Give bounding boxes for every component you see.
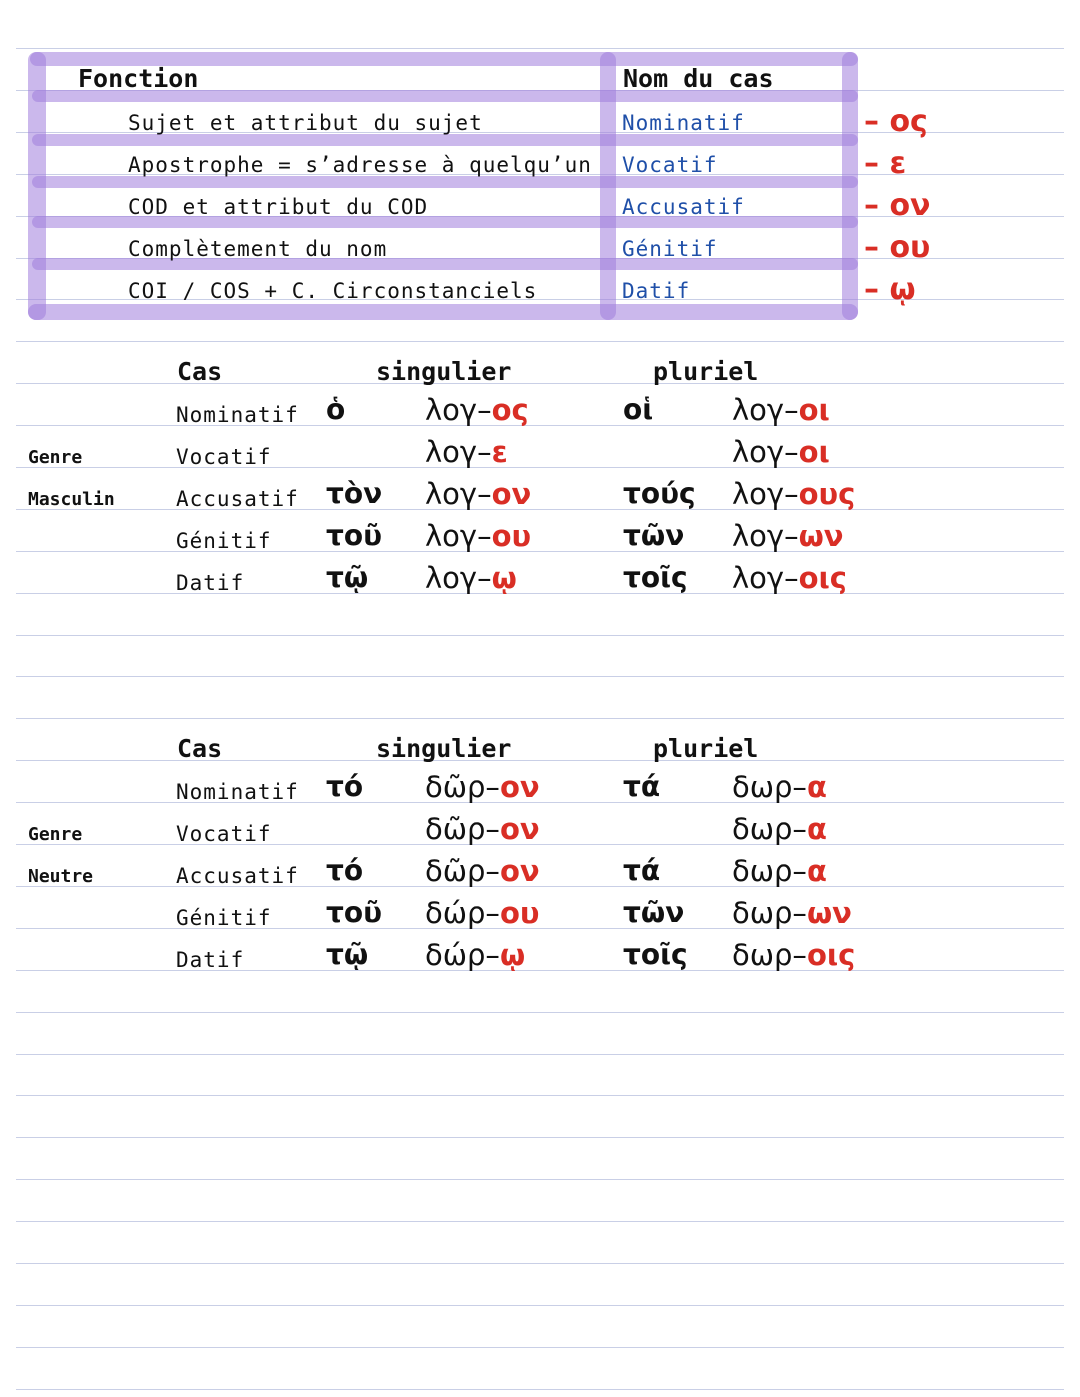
stem: δῶρ–: [425, 770, 500, 804]
ending: ων: [798, 519, 844, 553]
pl-form: [732, 812, 827, 846]
cas-cell: Génitif: [622, 237, 718, 261]
cas-cell: Datif: [622, 279, 691, 303]
stem: λογ–: [425, 477, 492, 511]
ending-cell: – ε: [864, 146, 907, 181]
ruled-line: [16, 1263, 1064, 1264]
stem: λογ–: [425, 393, 492, 427]
sg-form: [425, 561, 517, 595]
highlight-bar: [28, 304, 858, 320]
cas-header: Cas: [177, 357, 223, 386]
stem: λογ–: [732, 477, 799, 511]
sg-form: [425, 770, 540, 804]
stem: λογ–: [425, 561, 492, 595]
ending: ε: [491, 435, 508, 469]
pl-form: [732, 896, 852, 930]
ending: ων: [806, 896, 852, 930]
ending: ον: [499, 812, 540, 846]
plural-article: τῶν: [623, 519, 685, 552]
plural-article: τῶν: [623, 896, 685, 929]
ending: ον: [491, 477, 532, 511]
stem: λογ–: [732, 435, 799, 469]
pl-form: [732, 938, 855, 972]
genre-value: Neutre: [28, 866, 94, 887]
ruled-line: [16, 1095, 1064, 1096]
ending: ῳ: [491, 561, 517, 595]
ending: ον: [499, 770, 540, 804]
fonction-cell: Complètement du nom: [128, 237, 388, 261]
ruled-line: [16, 718, 1064, 719]
ruled-line: [16, 844, 1064, 845]
stem: λογ–: [425, 435, 492, 469]
case-label: Accusatif: [176, 487, 299, 511]
fonction-cell: COD et attribut du COD: [128, 195, 429, 219]
ending-cell: – ῳ: [864, 272, 916, 307]
ruled-line: [16, 1012, 1064, 1013]
ending-cell: – ον: [864, 188, 931, 223]
ending: ου: [499, 896, 540, 930]
ending-cell: – ου: [864, 230, 931, 265]
stem: δωρ–: [732, 812, 807, 846]
pl-form: [732, 477, 855, 511]
plural-article: οἱ: [623, 393, 654, 426]
ruled-line: [16, 48, 1064, 49]
singular-article: τῷ: [326, 938, 369, 971]
singulier-header: singulier: [376, 734, 512, 763]
highlight-bar: [842, 52, 858, 320]
ruled-line: [16, 1137, 1064, 1138]
stem: δῶρ–: [425, 854, 500, 888]
singulier-header: singulier: [376, 357, 512, 386]
ending: α: [806, 812, 827, 846]
pl-form: [732, 770, 827, 804]
plural-article: τοῖς: [623, 561, 688, 594]
ruled-line: [16, 1221, 1064, 1222]
case-label: Accusatif: [176, 864, 299, 888]
ruled-line: [16, 802, 1064, 803]
ruled-line: [16, 509, 1064, 510]
pl-form: [732, 519, 844, 553]
case-label: Nominatif: [176, 403, 299, 427]
ruled-line: [16, 635, 1064, 636]
stem: δωρ–: [732, 770, 807, 804]
stem: δῶρ–: [425, 812, 500, 846]
fonction-cell: Sujet et attribut du sujet: [128, 111, 483, 135]
fonction-cell: Apostrophe = s’adresse à quelqu’un: [128, 153, 592, 177]
sg-form: [425, 812, 540, 846]
singular-article: τὸν: [326, 477, 383, 510]
highlight-bar: [32, 134, 858, 146]
ending: α: [806, 770, 827, 804]
case-label: Datif: [176, 948, 245, 972]
case-label: Génitif: [176, 529, 272, 553]
plural-article: τά: [623, 854, 661, 887]
case-label: Vocatif: [176, 445, 272, 469]
ending: ῳ: [499, 938, 526, 972]
ruled-line: [16, 593, 1064, 594]
pluriel-header: pluriel: [653, 734, 759, 763]
ruled-line: [16, 1054, 1064, 1055]
case-label: Génitif: [176, 906, 272, 930]
stem: λογ–: [425, 519, 492, 553]
singular-article: τῷ: [326, 561, 369, 594]
singular-article: ὁ: [326, 393, 346, 426]
sg-form: [425, 393, 529, 427]
ending: ους: [798, 477, 856, 511]
sg-form: [425, 477, 531, 511]
ruled-line: [16, 467, 1064, 468]
stem: δώρ–: [425, 896, 500, 930]
pl-form: [732, 854, 827, 888]
fonction-header: Fonction: [78, 64, 199, 93]
ruled-line: [16, 1179, 1064, 1180]
case-label: Vocatif: [176, 822, 272, 846]
highlight-bar: [28, 52, 46, 320]
singular-article: τοῦ: [326, 519, 383, 552]
ending: α: [806, 854, 827, 888]
ending: οι: [798, 435, 830, 469]
case-label: Nominatif: [176, 780, 299, 804]
stem: δωρ–: [732, 854, 807, 888]
ruled-line: [16, 1347, 1064, 1348]
genre-label: Genre: [28, 447, 83, 468]
genre-value: Masculin: [28, 489, 115, 510]
stem: λογ–: [732, 561, 799, 595]
pl-form: [732, 393, 830, 427]
case-label: Datif: [176, 571, 245, 595]
ending: οι: [798, 393, 830, 427]
ruled-line: [16, 551, 1064, 552]
singular-article: τό: [326, 770, 364, 803]
highlight-bar: [600, 52, 616, 320]
sg-form: [425, 938, 525, 972]
plural-article: τοῖς: [623, 938, 688, 971]
ruled-line: [16, 886, 1064, 887]
sg-form: [425, 519, 531, 553]
ending: οις: [806, 938, 856, 972]
ruled-line: [16, 760, 1064, 761]
pl-form: [732, 435, 830, 469]
singular-article: τό: [326, 854, 364, 887]
fonction-cell: COI / COS + C. Circonstanciels: [128, 279, 538, 303]
ruled-line: [16, 1305, 1064, 1306]
ending: ον: [499, 854, 540, 888]
ruled-line: [16, 970, 1064, 971]
ruled-line: [16, 341, 1064, 342]
sg-form: [425, 854, 540, 888]
cas-cell: Nominatif: [622, 111, 745, 135]
ruled-line: [16, 383, 1064, 384]
stem: λογ–: [732, 393, 799, 427]
sg-form: [425, 435, 508, 469]
ending: οις: [798, 561, 847, 595]
sg-form: [425, 896, 539, 930]
pl-form: [732, 561, 847, 595]
cas-cell: Vocatif: [622, 153, 718, 177]
ruled-line: [16, 676, 1064, 677]
pluriel-header: pluriel: [653, 357, 759, 386]
ending: ος: [491, 393, 529, 427]
ruled-line: [16, 425, 1064, 426]
ending-cell: – ος: [864, 104, 928, 139]
genre-label: Genre: [28, 824, 83, 845]
ending: ου: [491, 519, 532, 553]
highlight-bar: [32, 176, 858, 188]
stem: δωρ–: [732, 896, 807, 930]
ruled-line: [16, 928, 1064, 929]
stem: δωρ–: [732, 938, 807, 972]
stem: δώρ–: [425, 938, 500, 972]
singular-article: τοῦ: [326, 896, 383, 929]
ruled-line: [16, 1389, 1064, 1390]
plural-article: τούς: [623, 477, 696, 510]
nom-du-cas-header: Nom du cas: [623, 64, 774, 93]
stem: λογ–: [732, 519, 799, 553]
plural-article: τά: [623, 770, 661, 803]
cas-cell: Accusatif: [622, 195, 745, 219]
cas-header: Cas: [177, 734, 223, 763]
